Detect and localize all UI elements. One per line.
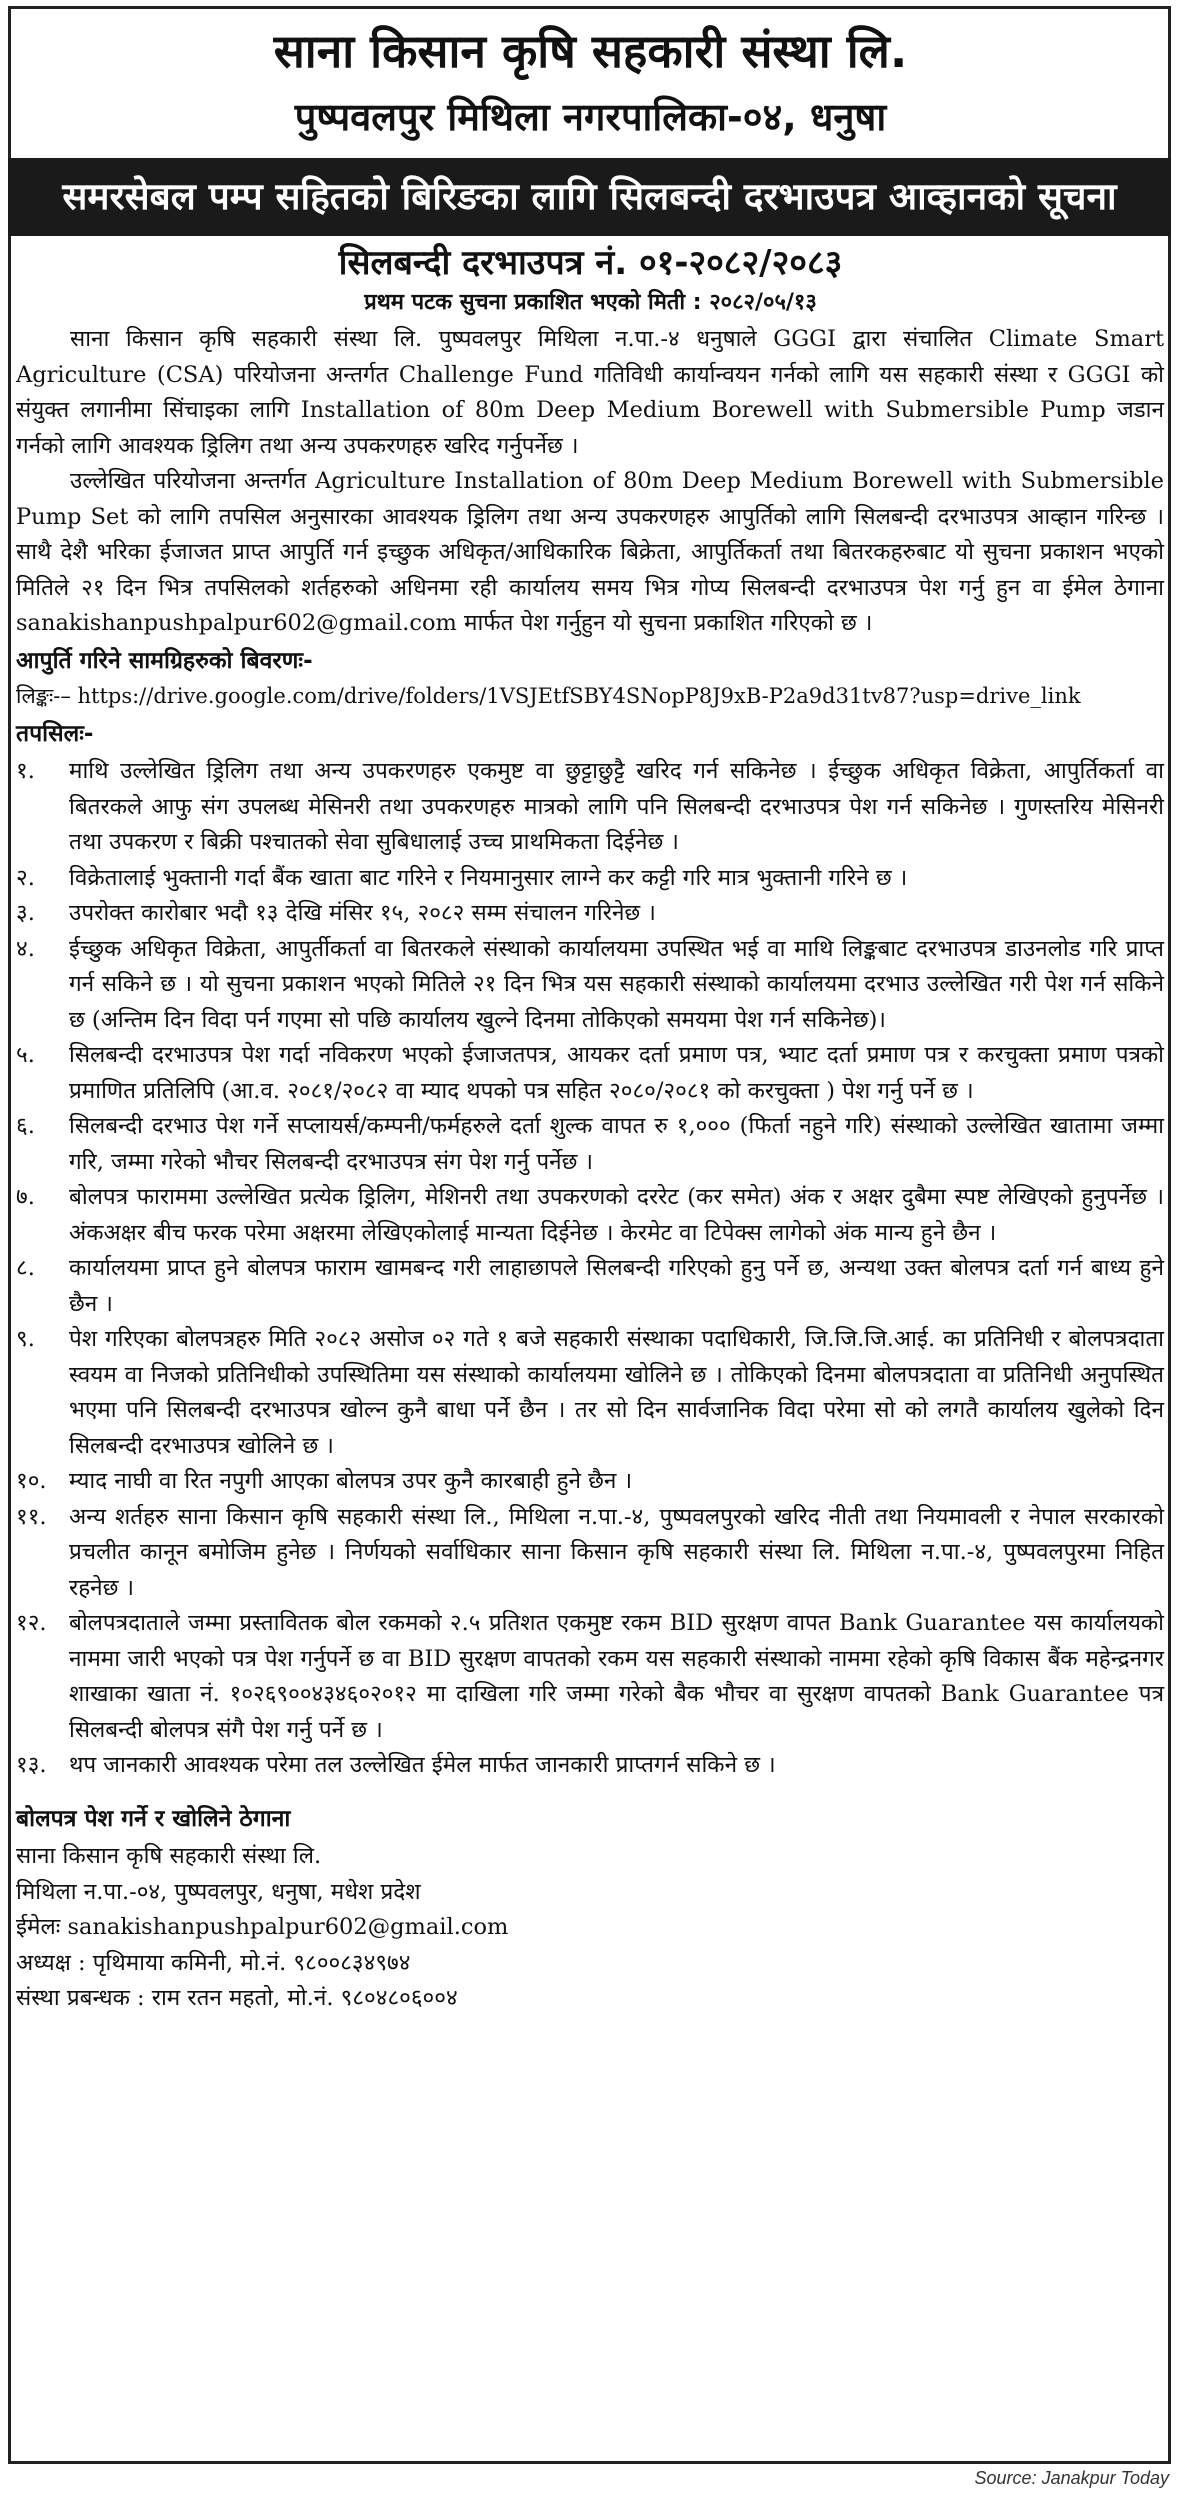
term-text: थप जानकारी आवश्यक परेमा तल उल्लेखित ईमेल मार्फत जानकारी प्राप्तगर्न सकिने छ । — [69, 1752, 776, 1778]
term-number: ५. — [16, 1042, 35, 1068]
term-item — [16, 861, 1164, 897]
contact-address: मिथिला न.पा.-०४, पुष्पवलपुर, धनुषा, मधेश प्रदेश — [16, 1878, 421, 1905]
intro-paragraph-2: उल्लेखित परियोजना अन्तर्गत Agriculture Installation of 80m Deep Medium Borewell with Submersible Pump Set को लागि तपसिल अनुसारका आवश्यक ड्रिलिग तथा अन्य उपकरणहरु आपुर्तिको लागि सिलबन्दी दरभाउपत्र आव्हान गरिन्छ । साथै देशै भरिका ईजाजत प्राप्त आपुर्ति गर्न इच्छुक अधिकृत/आधिकारिक बिक्रेता, आपुर्तिकर्ता तथा बितरकहरुबाट यो सुचना प्रकाशन भएको मितिले २१ दिन भित्र तपसिलको शर्तहरुको अधिनमा रही कार्यालय समय भित्र गोप्य सिलबन्दी दरभाउपत्र पेश गर्नु हुन वा ईमेल ठेगाना sanakishanpushpalpur602@gmail.com मार्फत पेश गर्नुहुन यो सुचना प्रकाशित गरिएको छ । — [16, 468, 1164, 636]
term-item — [16, 1109, 1164, 1180]
term-item — [16, 1500, 1164, 1607]
document-link-line — [16, 679, 1164, 715]
contact-block — [16, 1802, 1164, 2017]
term-number: १. — [16, 758, 35, 784]
chairperson-contact: अध्यक्ष : पृथिमाया कमिनी, मो.नं. ९८००८३४९७४ — [16, 1949, 411, 1976]
term-item — [16, 1038, 1164, 1109]
contact-org-name: साना किसान कृषि सहकारी संस्था लि. — [16, 1843, 322, 1869]
term-number: ७. — [16, 1184, 35, 1210]
terms-list — [16, 754, 1164, 1784]
term-item — [16, 1322, 1164, 1464]
term-text: बोलपत्र फाराममा उल्लेखित प्रत्येक ड्रिलिग, मेशिनरी तथा उपकरणको दररेट (कर समेत) अंक र अक्षर दुबैमा स्पष्ट लेखिएको हुनुपर्नेछ । अंकअक्षर बीच फरक परेमा अक्षरमा लेखिएकोलाई मान्यता दिईनेछ । केरमेट वा टिपेक्स लागेको अंक मान्य हुने छैन । — [69, 1184, 1164, 1246]
term-text: कार्यालयमा प्राप्त हुने बोलपत्र फाराम खामबन्द गरी लाहाछापले सिलबन्दी गरिएको हुनु पर्ने छ, अन्यथा उक्त बोलपत्र दर्ता गर्न बाध्य हुने छैन । — [69, 1255, 1164, 1317]
term-text: अन्य शर्तहरु साना किसान कृषि सहकारी संस्था लि., मिथिला न.पा.-४, पुष्पवलपुरको खरिद नीती तथा नियमावली र नेपाल सरकारको प्रचलीत कानून बमोजिम हुनेछ । निर्णयको सर्वाधिकार साना किसान कृषि सहकारी संस्था लि. मिथिला न.पा.-४, पुष्पवलपुरमा निहित रहनेछ । — [69, 1503, 1164, 1601]
organization-name: साना किसान कृषि सहकारी संस्था लि. — [273, 24, 908, 78]
term-item — [16, 1464, 1164, 1500]
items-heading: आपुर्ति गरिने सामग्रिहरुको बिवरणः- — [16, 647, 313, 674]
term-item — [16, 932, 1164, 1039]
term-text: सिलबन्दी दरभाउपत्र पेश गर्दा नविकरण भएको ईजाजतपत्र, आयकर दर्ता प्रमाण पत्र, भ्याट दर्ता प्रमाण पत्र र करचुक्ता प्रमाण पत्रको प्रमाणित प्रतिलिपि (आ.व. २०८१/२०८२ वा म्याद थपको पत्र सहित २०८०/२०८१ को करचुक्ता ) पेश गर्नु पर्ने छ । — [69, 1042, 1164, 1104]
contact-email[interactable]: sanakishanpushpalpur602@gmail.com — [67, 1914, 509, 1940]
term-text: माथि उल्लेखित ड्रिलिग तथा अन्य उपकरणहरु एकमुष्ट वा छुट्टाछुट्टै खरिद गर्न सकिनेछ । ईच्छुक अधिकृत विक्रेता, आपुर्तिकर्ता वा बितरकले आफु संग उपलब्ध मेसिनरी तथा उपकरणहरु मात्रको लागि पनि सिलबन्दी दरभाउपत्र पेश गर्न सकिनेछ । गुणस्तरिय मेसिनरी तथा उपकरण र बिक्री पश्चातको सेवा सुबिधालाई उच्च प्राथमिकता दिईनेछ । — [69, 758, 1164, 855]
term-text: पेश गरिएका बोलपत्रहरु मिति २०८२ असोज ०२ गते १ बजे सहकारी संस्थाका पदाधिकारी, जि.जि.जि.आई. का प्रतिनिधी र बोलपत्रदाता स्वयम वा निजको प्रतिनिधीको उपस्थितिमा यस संस्थाको कार्यालयमा खोलिने छ । तोकिएको दिनमा बोलपत्रदाता वा प्रतिनिधी अनुपस्थित भएमा पनि सिलबन्दी दरभाउपत्र खोल्न कुनै बाधा पर्ने छैन । तर सो दिन सार्वजानिक विदा परेमा सो को लगतै कार्यालय खुलेको दिन सिलबन्दी दरभाउपत्र खोलिने छ । — [69, 1326, 1164, 1459]
terms-heading: तपसिलः- — [16, 720, 94, 747]
contact-email-line — [16, 1910, 1164, 1946]
term-text: ईच्छुक अधिकृत विक्रेता, आपुर्तीकर्ता वा बितरकले संस्थाको कार्यालयमा उपस्थित भई वा माथि लिङ्कबाट दरभाउपत्र डाउनलोड गरि प्राप्त गर्न सकिने छ । यो सुचना प्रकाशन भएको मितिले २१ दिन भित्र यस सहकारी संस्थाको कार्यालयमा दरभाउ उल्लेखित गरी पेश गर्न सकिने छ (अन्तिम दिन विदा पर्न गएमा सो पछि कार्यालय खुल्ने दिनमा तोकिएको समयमा पेश गर्न सकिनेछ)। — [69, 935, 1164, 1033]
term-text: बोलपत्रदाताले जम्मा प्रस्तावितक बोल रकमको २.५ प्रतिशत एकमुष्ट रकम BID सुरक्षण वापत Bank Guarantee यस कार्यालयको नाममा जारी भएको पत्र पेश गर्नुपर्ने छ वा BID सुरक्षण वापतको रकम यस सहकारी संस्थाको नाममा रहेको कृषि विकास बैंक महेन्द्रनगर शाखाका खाता नं. १०२६९००४३४६०२०१२ मा दाखिला गरि जम्मा गरेको बैक भौचर वा सुरक्षण वापतको Bank Guarantee पत्र सिलबन्दी बोलपत्र संगै पेश गर्नु पर्ने छ । — [69, 1610, 1164, 1743]
term-item — [16, 1251, 1164, 1322]
tender-reference-number: सिलबन्दी दरभाउपत्र नं. ०१-२०८२/२०८३ — [338, 243, 843, 283]
term-text: सिलबन्दी दरभाउ पेश गर्ने सप्लायर्स/कम्पनी/फर्महरुले दर्ता शुल्क वापत रु १,००० (फिर्ता नहुने गरि) संस्थाको उल्लेखित खातामा जम्मा गरि, जम्मा गरेको भौचर सिलबन्दी दरभाउपत्र संग पेश गर्नु पर्नेछ । — [69, 1113, 1164, 1175]
term-number: १२. — [16, 1610, 47, 1636]
term-text: म्याद नाघी वा रित नपुगी आएका बोलपत्र उपर कुनै कारबाही हुने छैन । — [69, 1468, 633, 1494]
term-item — [16, 896, 1164, 932]
document-link[interactable]: – https://drive.google.com/drive/folders/1VSJEtfSBY4SNopP8J9xB-P2a9d31tv87?usp=drive_link — [60, 684, 1081, 708]
term-number: ११. — [16, 1503, 47, 1530]
term-number: ३. — [16, 900, 35, 926]
source-credit: Source: Janakpur Today — [974, 2468, 1169, 2488]
term-number: ९. — [16, 1326, 35, 1352]
manager-contact: संस्था प्रबन्धक : राम रतन महतो, मो.नं. ९८०४८०६००४ — [16, 1985, 458, 2011]
term-text: उपरोक्त कारोबार भदौ १३ देखि मंसिर १५, २०८२ सम्म संचालन गरिनेछ । — [69, 900, 656, 926]
term-text: विक्रेतालाई भुक्तानी गर्दा बैंक खाता बाट गरिने र नियमानुसार लाग्ने कर कट्टी गरि मात्र भुक्तानी गरिने छ । — [69, 864, 908, 891]
notice-body — [16, 322, 1164, 2017]
email-label: ईमेलः — [16, 1914, 61, 1940]
term-number: ६. — [16, 1113, 35, 1139]
term-number: १०. — [16, 1468, 47, 1494]
term-item — [16, 1180, 1164, 1251]
intro-paragraph: साना किसान कृषि सहकारी संस्था लि. पुष्पवलपुर मिथिला न.पा.-४ धनुषाले GGGI द्वारा संचालित Climate Smart Agriculture (CSA) परियोजना अन्तर्गत Challenge Fund गतिविधी कार्यान्वयन गर्नको लागि यस सहकारी संस्था र GGGI को संयुक्त लगानीमा सिंचाइका लागि Installation of 80m Deep Medium Borewell with Submersible Pump जडान गर्नको लागि आवश्यक ड्रिलिग तथा अन्य उपकरणहरु खरिद गर्नुपर्नेछ । — [16, 326, 1164, 459]
term-item — [16, 1606, 1164, 1748]
term-number: २. — [16, 864, 35, 891]
term-number: १३. — [16, 1752, 47, 1778]
organization-address: पुष्पवलपुर मिथिला नगरपालिका-०४, धनुषा — [294, 95, 887, 139]
term-number: ८. — [16, 1255, 35, 1281]
publication-date: प्रथम पटक सुचना प्रकाशित भएको मिती : २०८२/०५/१३ — [364, 290, 817, 315]
contact-heading: बोलपत्र पेश गर्ने र खोलिने ठेगाना — [16, 1805, 291, 1832]
term-item — [16, 754, 1164, 861]
term-number: ४. — [16, 935, 35, 962]
term-item — [16, 1748, 1164, 1784]
link-label: लिङ्कः- — [16, 684, 61, 708]
notice-title: समरसेबल पम्प सहितको बिरिङका लागि सिलबन्दी दरभाउपत्र आव्हानको सूचना — [8, 158, 1171, 236]
